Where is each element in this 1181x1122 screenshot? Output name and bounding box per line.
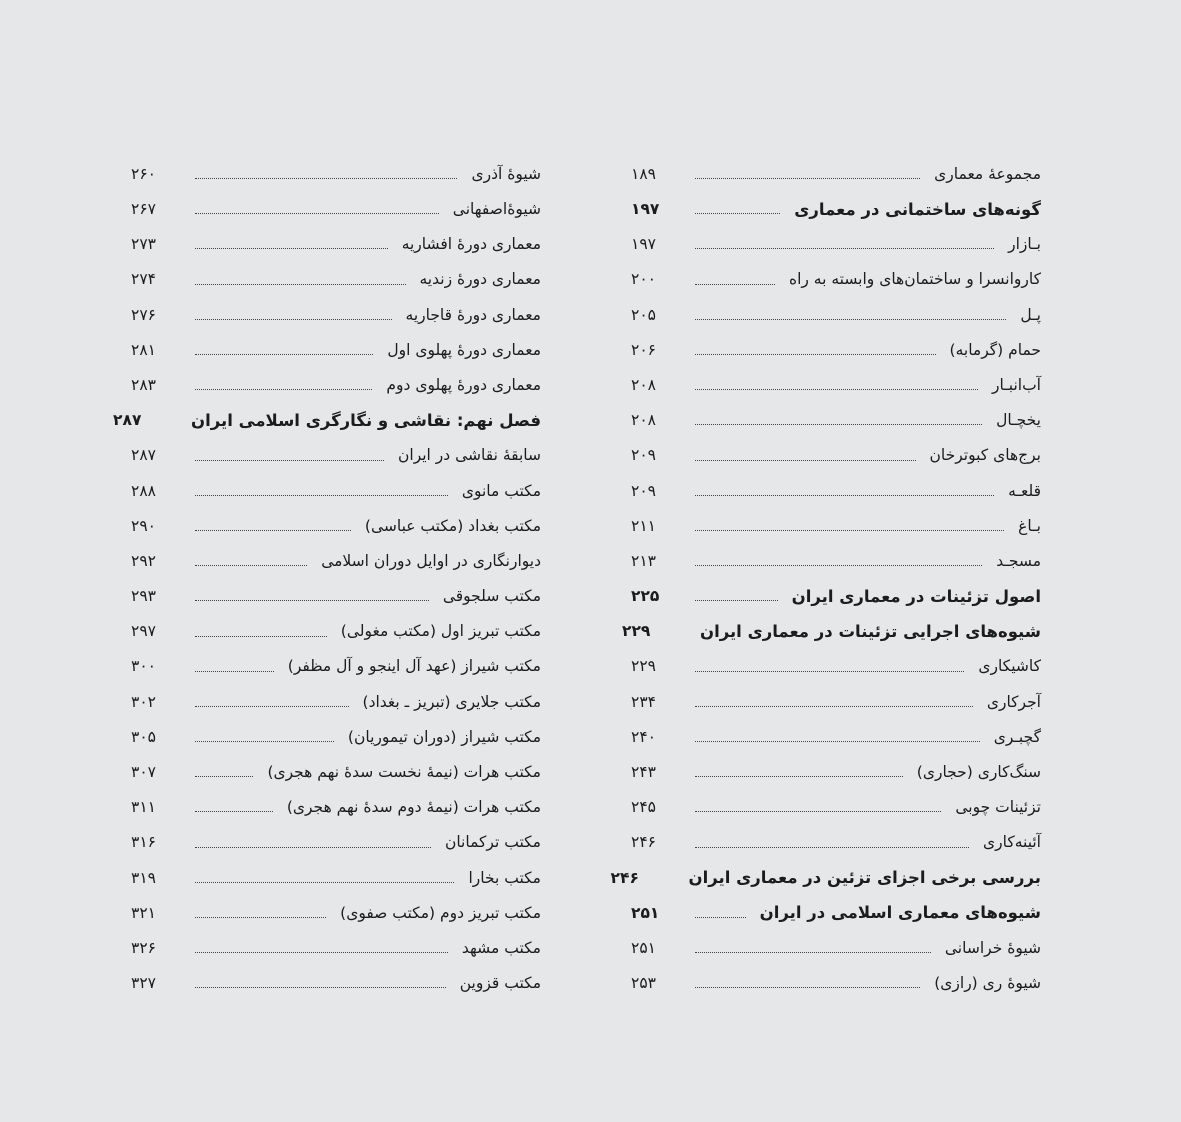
- toc-entry: [131, 263, 541, 298]
- entry-title: شیوهٔ ری (رازی): [934, 974, 1041, 993]
- dot-leader: [695, 847, 969, 848]
- toc-entry: [131, 685, 541, 720]
- toc-entry: [631, 966, 1041, 1001]
- entry-title: سنگ‌کاری (حجاری): [916, 763, 1041, 782]
- toc-entry: [131, 861, 541, 896]
- page-number: ۲۲۹: [631, 657, 656, 676]
- dot-leader: [195, 319, 392, 320]
- toc-entry: [131, 896, 541, 931]
- dot-leader: [695, 354, 936, 355]
- page-number: ۲۰۹: [631, 481, 656, 500]
- dot-leader: [195, 776, 253, 777]
- entry-title: مکتب مانوی: [461, 481, 541, 500]
- dot-leader: [195, 847, 431, 848]
- toc-entry: [131, 544, 541, 579]
- toc-entry: [131, 720, 541, 755]
- entry-title: کاشیکاری: [978, 657, 1041, 676]
- toc-entry: [131, 826, 541, 861]
- entry-title: مکتب بخارا: [468, 868, 541, 887]
- dot-leader: [695, 600, 778, 601]
- toc-heading-entry: [631, 579, 1041, 614]
- page-number: ۳۱۹: [131, 868, 156, 887]
- toc-entry: [631, 755, 1041, 790]
- toc-entry: [631, 263, 1041, 298]
- toc-entry: [131, 157, 541, 192]
- dot-leader: [195, 671, 274, 672]
- toc-entry: [131, 579, 541, 614]
- entry-title: مکتب ترکمانان: [444, 833, 541, 852]
- page-number: ۲۶۰: [131, 164, 156, 183]
- page-number: ۲۹۷: [131, 622, 156, 641]
- dot-leader: [695, 917, 746, 918]
- page-number: ۲۸۷: [113, 411, 142, 430]
- page-number: ۲۰۵: [631, 305, 656, 324]
- entry-title: تزئینات چوبی: [955, 798, 1041, 817]
- page-number: ۲۲۵: [631, 587, 660, 606]
- toc-entry: [631, 227, 1041, 262]
- entry-title: حمام (گرمابه): [949, 340, 1041, 359]
- toc-entry: [131, 931, 541, 966]
- toc-entry: [631, 720, 1041, 755]
- toc-entry: [631, 333, 1041, 368]
- entry-title: مکتب مشهد: [461, 938, 541, 957]
- toc-entry: [131, 474, 541, 509]
- dot-leader: [195, 636, 327, 637]
- dot-leader: [695, 671, 964, 672]
- dot-leader: [695, 776, 903, 777]
- entry-title: مجموعهٔ معماری: [934, 164, 1041, 183]
- page-number: ۳۰۵: [131, 727, 156, 746]
- dot-leader: [695, 284, 775, 285]
- page-number: ۲۹۰: [131, 516, 156, 535]
- dot-leader: [695, 495, 994, 496]
- page-number: ۲۴۵: [631, 798, 656, 817]
- dot-leader: [695, 319, 1006, 320]
- dot-leader: [195, 706, 349, 707]
- toc-entry: [131, 755, 541, 790]
- page-number: ۱۸۹: [631, 164, 656, 183]
- dot-leader: [695, 706, 973, 707]
- toc-entry: [131, 790, 541, 825]
- page-number: ۳۱۶: [131, 833, 156, 852]
- dot-leader: [695, 811, 941, 812]
- entry-title: مسجـد: [996, 551, 1041, 570]
- toc-heading-entry: [631, 192, 1041, 227]
- dot-leader: [195, 600, 429, 601]
- entry-title: بررسی برخی اجزای تزئین در معماری ایران: [688, 868, 1041, 888]
- entry-title: بـاغ: [1018, 516, 1041, 535]
- toc-entry: [631, 650, 1041, 685]
- dot-leader: [695, 565, 982, 566]
- page-number: ۲۴۶: [631, 833, 656, 852]
- page-number: ۲۰۰: [631, 270, 656, 289]
- toc-entry: [631, 474, 1041, 509]
- dot-leader: [695, 952, 931, 953]
- page-number: ۳۲۷: [131, 974, 156, 993]
- page-number: ۲۷۳: [131, 235, 156, 254]
- dot-leader: [195, 495, 448, 496]
- page-number: ۳۲۶: [131, 938, 156, 957]
- page-number: ۲۷۶: [131, 305, 156, 324]
- dot-leader: [195, 811, 273, 812]
- entry-title: مکتب تبریز اول (مکتب مغولی): [340, 622, 541, 641]
- toc-entry: [131, 509, 541, 544]
- entry-title: آب‌انبـار: [992, 375, 1041, 394]
- dot-leader: [695, 424, 982, 425]
- page-number: ۲۳۴: [631, 692, 656, 711]
- page-number: ۲۵۱: [631, 938, 656, 957]
- toc-entry: [131, 966, 541, 1001]
- page-number: ۲۸۷: [131, 446, 156, 465]
- toc-heading-entry: [621, 614, 1041, 649]
- entry-title: شیوهٔ خراسانی: [944, 938, 1041, 957]
- toc-entry: [631, 298, 1041, 333]
- toc-entry: [131, 333, 541, 368]
- dot-leader: [195, 178, 457, 179]
- entry-title: سابقهٔ نقاشی در ایران: [398, 446, 541, 465]
- toc-entry: [131, 298, 541, 333]
- page-number: ۲۷۴: [131, 270, 156, 289]
- page-number: ۲۴۳: [631, 763, 656, 782]
- entry-title: معماری دورهٔ قاجاریه: [405, 305, 541, 324]
- page-number: ۲۵۱: [631, 903, 660, 922]
- dot-leader: [195, 952, 448, 953]
- entry-title: مکتب هرات (نیمهٔ دوم سدهٔ نهم هجری): [286, 798, 541, 817]
- toc-entry: [631, 509, 1041, 544]
- dot-leader: [195, 460, 384, 461]
- dot-leader: [195, 565, 307, 566]
- page-number: ۲۸۱: [131, 340, 156, 359]
- entry-title: معماری دورهٔ پهلوی اول: [387, 340, 541, 359]
- entry-title: معماری دورهٔ پهلوی دوم: [386, 375, 541, 394]
- page-number: ۲۵۳: [631, 974, 656, 993]
- page-number: ۲۸۳: [131, 375, 156, 394]
- dot-leader: [195, 987, 446, 988]
- page-number: ۳۱۱: [131, 798, 156, 817]
- toc-entry: [131, 439, 541, 474]
- page-number: ۲۲۹: [621, 622, 651, 641]
- toc-entry: [131, 227, 541, 262]
- dot-leader: [695, 213, 780, 214]
- entry-title: شیوهٔ آذری: [471, 164, 541, 183]
- entry-title: شیوه‌های معماری اسلامی در ایران: [759, 903, 1041, 923]
- page-number: ۳۰۲: [131, 692, 156, 711]
- page-number: ۲۱۱: [631, 516, 656, 535]
- toc-entry: [631, 790, 1041, 825]
- entry-title: مکتب تبریز دوم (مکتب صفوی): [340, 903, 541, 922]
- page-number: ۲۹۳: [131, 587, 156, 606]
- page-number: ۱۹۷: [631, 235, 656, 254]
- entry-title: مکتب شیراز (عهد آل اینجو و آل مظفر): [287, 657, 541, 676]
- entry-title: معماری دورهٔ افشاریه: [401, 235, 541, 254]
- entry-title: پـل: [1020, 305, 1041, 324]
- page-number: ۲۸۸: [131, 481, 156, 500]
- toc-entry: [131, 614, 541, 649]
- dot-leader: [195, 917, 326, 918]
- entry-title: مکتب قزوین: [459, 974, 541, 993]
- page-number: ۳۲۱: [131, 903, 156, 922]
- page-number: ۲۹۲: [131, 551, 156, 570]
- toc-entry: [631, 403, 1041, 438]
- dot-leader: [695, 741, 980, 742]
- page-number: ۲۴۶: [610, 868, 639, 887]
- dot-leader: [695, 389, 978, 390]
- toc-heading-entry: [610, 861, 1041, 896]
- toc-entry: [631, 931, 1041, 966]
- entry-title: مکتب سلجوقی: [442, 587, 541, 606]
- page-number: ۲۶۷: [131, 200, 156, 219]
- entry-title: فصل نهم: نقاشی و نگارگری اسلامی ایران: [191, 410, 541, 430]
- entry-title: گونه‌های ساختمانی در معماری: [794, 199, 1041, 219]
- entry-title: یخچـال: [996, 411, 1041, 430]
- page-number: ۲۱۳: [631, 551, 656, 570]
- toc-entry: [131, 368, 541, 403]
- entry-title: اصول تزئینات در معماری ایران: [791, 586, 1041, 606]
- dot-leader: [195, 530, 351, 531]
- dot-leader: [195, 248, 388, 249]
- page-number: ۳۰۰: [131, 657, 156, 676]
- dot-leader: [195, 741, 334, 742]
- entry-title: مکتب شیراز (دوران تیموریان): [347, 727, 541, 746]
- page-number: ۳۰۷: [131, 763, 156, 782]
- toc-entry: [131, 192, 541, 227]
- entry-title: گچبـری: [993, 727, 1041, 746]
- toc-heading-entry: [113, 403, 541, 438]
- toc-column-right: [610, 157, 1041, 1002]
- page-number: ۱۹۷: [631, 200, 660, 219]
- entry-title: قلعـه: [1008, 481, 1041, 500]
- toc-entry: [631, 368, 1041, 403]
- page-number: ۲۰۹: [631, 446, 656, 465]
- toc-entry: [631, 826, 1041, 861]
- dot-leader: [195, 389, 372, 390]
- entry-title: مکتب جلایری (تبریز ـ بغداد): [362, 692, 541, 711]
- toc-entry: [631, 157, 1041, 192]
- entry-title: شیوه‌های اجرایی تزئینات در معماری ایران: [699, 621, 1041, 641]
- page-number: ۲۰۶: [631, 340, 656, 359]
- dot-leader: [195, 882, 454, 883]
- dot-leader: [695, 248, 994, 249]
- entry-title: دیوارنگاری در اوایل دوران اسلامی: [321, 551, 541, 570]
- toc-heading-entry: [631, 896, 1041, 931]
- entry-title: شیوهٔ‌اصفهانی: [452, 200, 541, 219]
- dot-leader: [195, 213, 439, 214]
- dot-leader: [195, 284, 406, 285]
- page-number: ۲۴۰: [631, 727, 656, 746]
- entry-title: آئینه‌کاری: [982, 833, 1041, 852]
- entry-title: کاروانسرا و ساختمان‌های وابسته به راه: [788, 270, 1041, 289]
- toc-entry: [631, 685, 1041, 720]
- dot-leader: [695, 460, 916, 461]
- toc-entry: [631, 544, 1041, 579]
- toc-column-left: [113, 157, 541, 1002]
- dot-leader: [695, 987, 920, 988]
- entry-title: برج‌های کبوترخان: [929, 446, 1041, 465]
- toc-entry: [631, 439, 1041, 474]
- dot-leader: [695, 530, 1004, 531]
- entry-title: معماری دورهٔ زندیه: [419, 270, 541, 289]
- entry-title: آجرکاری: [986, 692, 1041, 711]
- entry-title: بـازار: [1008, 235, 1041, 254]
- entry-title: مکتب هرات (نیمهٔ نخست سدهٔ نهم هجری): [267, 763, 541, 782]
- dot-leader: [195, 354, 373, 355]
- page-number: ۲۰۸: [631, 375, 656, 394]
- dot-leader: [695, 178, 920, 179]
- page-number: ۲۰۸: [631, 411, 656, 430]
- toc-entry: [131, 650, 541, 685]
- entry-title: مکتب بغداد (مکتب عباسی): [364, 516, 541, 535]
